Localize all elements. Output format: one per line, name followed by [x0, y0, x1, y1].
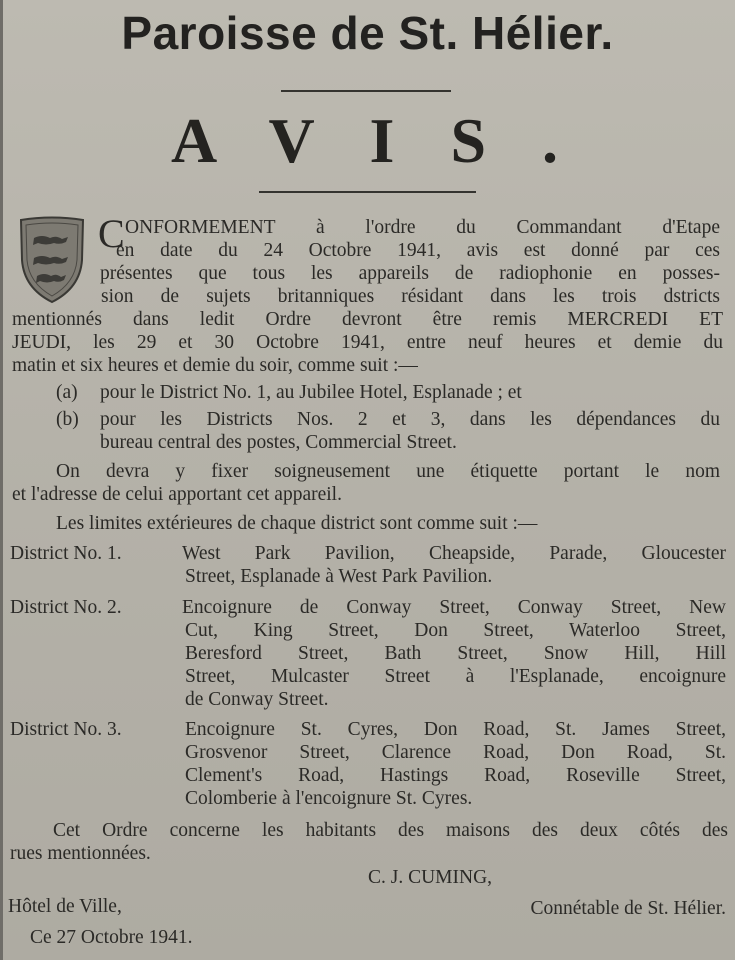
district-2-line-3: Beresford Street, Bath Street, Snow Hill, Hill: [185, 643, 726, 664]
closing-line-1: Cet Ordre concerne les habitants des maisons des deux côtés des: [53, 820, 728, 841]
item-b-marker: (b): [56, 409, 79, 430]
intro-line-5: mentionnés dans ledit Ordre devront être remis MERCREDI ET: [12, 309, 723, 330]
closing-line-2: rues mentionnées.: [10, 843, 151, 864]
district-3-line-4: Colomberie à l'encoignure St. Cyres.: [185, 788, 473, 809]
district-3-line-3: Clement's Road, Hastings Road, Roseville Street,: [185, 765, 726, 786]
upper-divider: [281, 90, 451, 92]
issue-date: Ce 27 Octobre 1941.: [30, 927, 193, 948]
intro-line-4: sion de sujets britanniques résidant dans les trois dstricts: [101, 286, 720, 307]
item-b-line-2: bureau central des postes, Commercial Street.: [100, 432, 457, 453]
signatory-name: C. J. CUMING,: [368, 867, 493, 888]
district-2-name: District No. 2.: [10, 597, 122, 618]
issuing-place: Hôtel de Ville,: [8, 896, 122, 917]
district-2-line-1: Encoignure de Conway Street, Conway Street, New: [182, 597, 726, 618]
item-b-line-1: pour les Districts Nos. 2 et 3, dans les dépendances du: [100, 409, 720, 430]
parish-heading: Paroisse de St. Hélier.: [121, 7, 614, 59]
intro-line-3: présentes que tous les appareils de radiophonie en posses-: [100, 263, 720, 284]
intro-line-6: JEUDI, les 29 et 30 Octobre 1941, entre neuf heures et demie du: [12, 332, 723, 353]
district-2-line-2: Cut, King Street, Don Street, Waterloo Street,: [185, 620, 726, 641]
district-1-line-2: Street, Esplanade à West Park Pavilion.: [185, 566, 493, 587]
lower-divider: [259, 191, 476, 193]
notice-title: A V I S .: [170, 105, 579, 176]
district-3-line-1: Encoignure St. Cyres, Don Road, St. James Street,: [185, 719, 726, 740]
intro-line-7: matin et six heures et demie du soir, comme suit :—: [12, 355, 418, 376]
district-2-line-5: de Conway Street.: [185, 689, 329, 710]
district-1-name: District No. 1.: [10, 543, 122, 564]
district-1-line-1: West Park Pavilion, Cheapside, Parade, Gloucester: [182, 543, 726, 564]
label-para-line-2: et l'adresse de celui apportant cet appareil.: [12, 484, 342, 505]
district-3-line-2: Grosvenor Street, Clarence Road, Don Road, St.: [185, 742, 726, 763]
signatory-title: Connétable de St. Hélier.: [530, 898, 726, 919]
jersey-lions-shield-icon: [18, 216, 86, 304]
district-2-line-4: Street, Mulcaster Street à l'Esplanade, encoignure: [185, 666, 726, 687]
intro-line-1: ONFORMEMENT à l'ordre du Commandant d'Etape: [125, 217, 720, 238]
intro-dropcap: C: [98, 211, 125, 256]
limits-intro: Les limites extérieures de chaque district sont comme suit :—: [56, 513, 538, 534]
item-a-marker: (a): [56, 382, 78, 403]
label-para-line-1: On devra y fixer soigneusement une étiquette portant le nom: [56, 461, 720, 482]
intro-line-2: en date du 24 Octobre 1941, avis est donné par ces: [116, 240, 720, 261]
item-a-line-1: pour le District No. 1, au Jubilee Hotel, Esplanade ; et: [100, 382, 522, 403]
district-3-name: District No. 3.: [10, 719, 122, 740]
